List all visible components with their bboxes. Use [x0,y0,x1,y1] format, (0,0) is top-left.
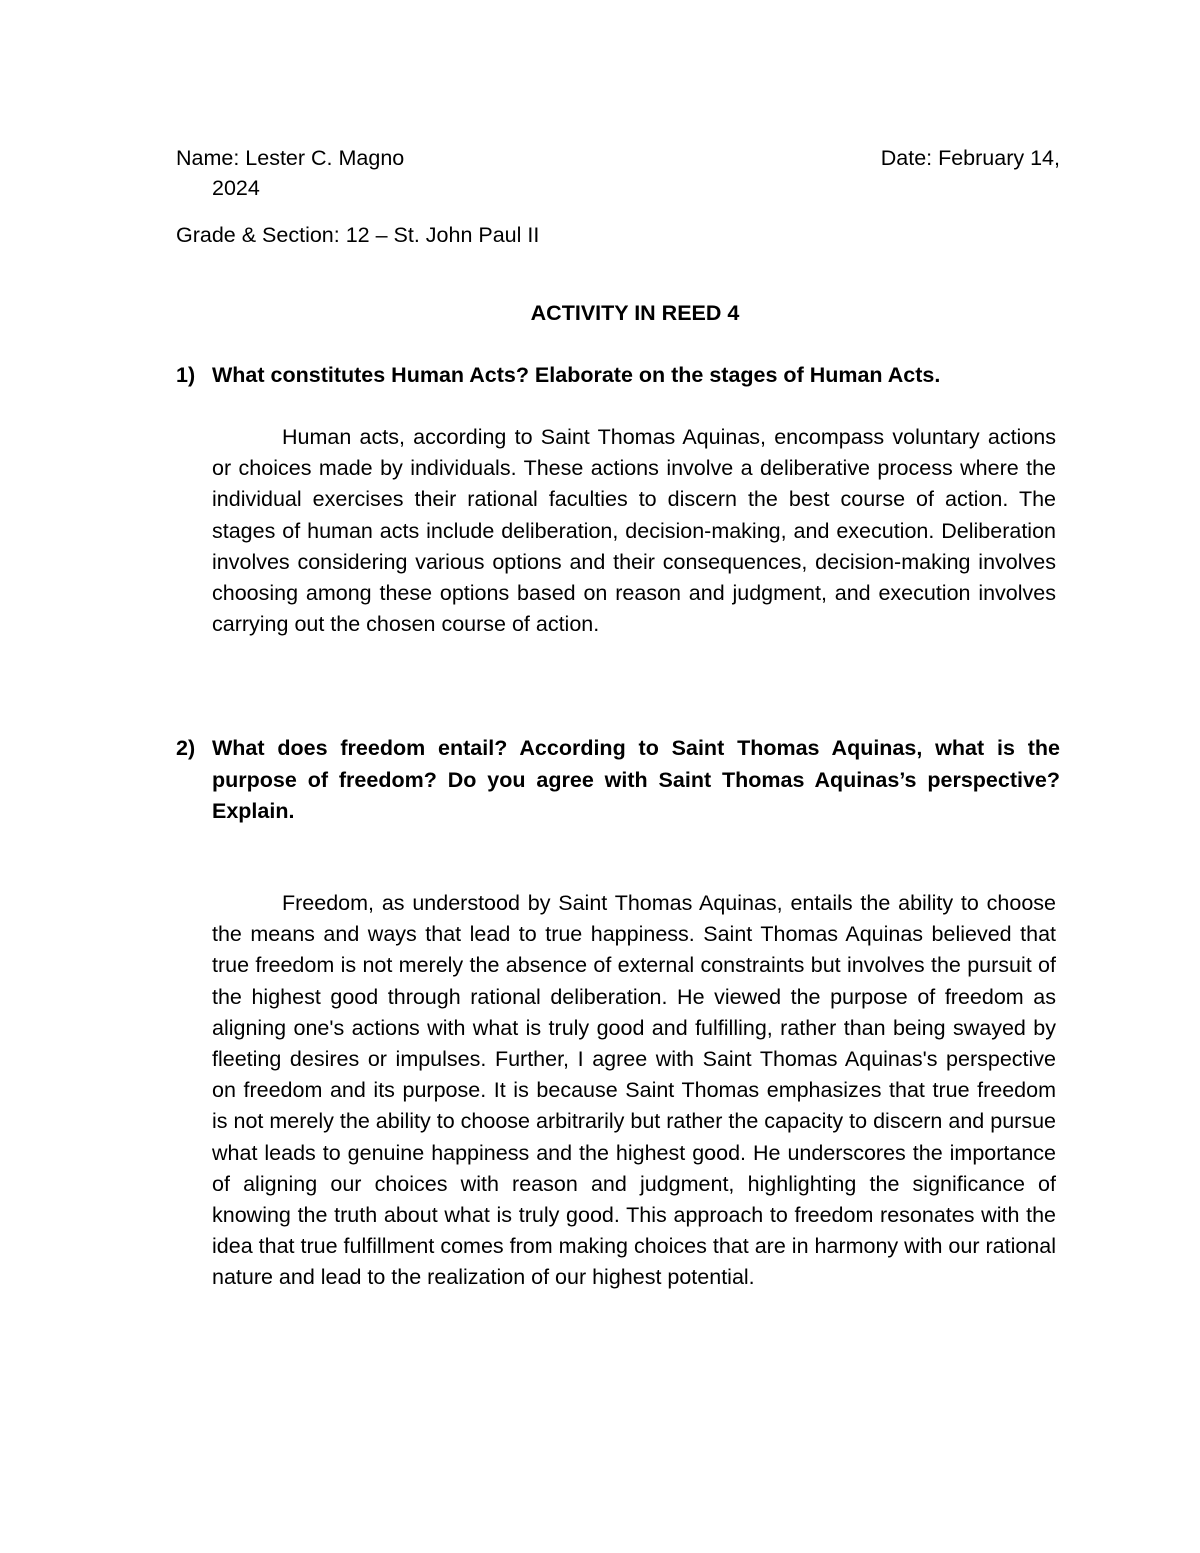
question-2 [176,733,1060,828]
question-text: What does freedom entail? According to Saint Thomas Aquinas, what is the purpose of freedom? Do you agree with Saint Thomas Aquinas’s perspective? Explain. [212,736,1060,823]
question-number: 2) [176,736,196,760]
student-name: Name: Lester C. Magno [176,146,405,170]
answer-2: Freedom, as understood by Saint Thomas Aquinas, entails the ability to choose the means and ways that lead to true happiness. Saint Thomas Aquinas believed that true freedom is not merely the absence of external constraints but involves the pursuit of the highest good through rational deliberation. He viewed the purpose of freedom as aligning one's actions with what is truly good and fulfilling, rather than being swayed by fleeting desires or impulses. Further, I agree with Saint Thomas Aquinas's perspective on freedom and its purpose. It is because Saint Thomas emphasizes that true freedom is not merely the ability to choose arbitrarily but rather the capacity to discern and pursue what leads to genuine happiness and the highest good. He underscores the importance of aligning our choices with reason and judgment, highlighting the significance of knowing the truth about what is truly good. This approach to freedom resonates with the idea that true fulfillment comes from making choices that are in harmony with our rational nature and lead to the realization of our highest potential. [212,891,1056,1290]
submission-date: Date: February 14, [880,146,1060,170]
question-number: 1) [176,363,196,387]
answer-1: Human acts, according to Saint Thomas Aquinas, encompass voluntary actions or choices made by individuals. These actions involve a deliberative process where the individual exercises their rational faculties to discern the best course of action. The stages of human acts include deliberation, decision-making, and execution. Deliberation involves considering various options and their consequences, decision-making involves choosing among these options based on reason and judgment, and execution involves carrying out the chosen course of action. [212,425,1056,637]
document-title: ACTIVITY IN REED 4 [530,301,740,325]
header-line [176,143,1060,173]
question-1 [176,360,1060,392]
question-text: What constitutes Human Acts? Elaborate on the stages of Human Acts. [212,363,941,387]
submission-year: 2024 [212,176,260,200]
grade-section: Grade & Section: 12 – St. John Paul II [176,223,540,247]
